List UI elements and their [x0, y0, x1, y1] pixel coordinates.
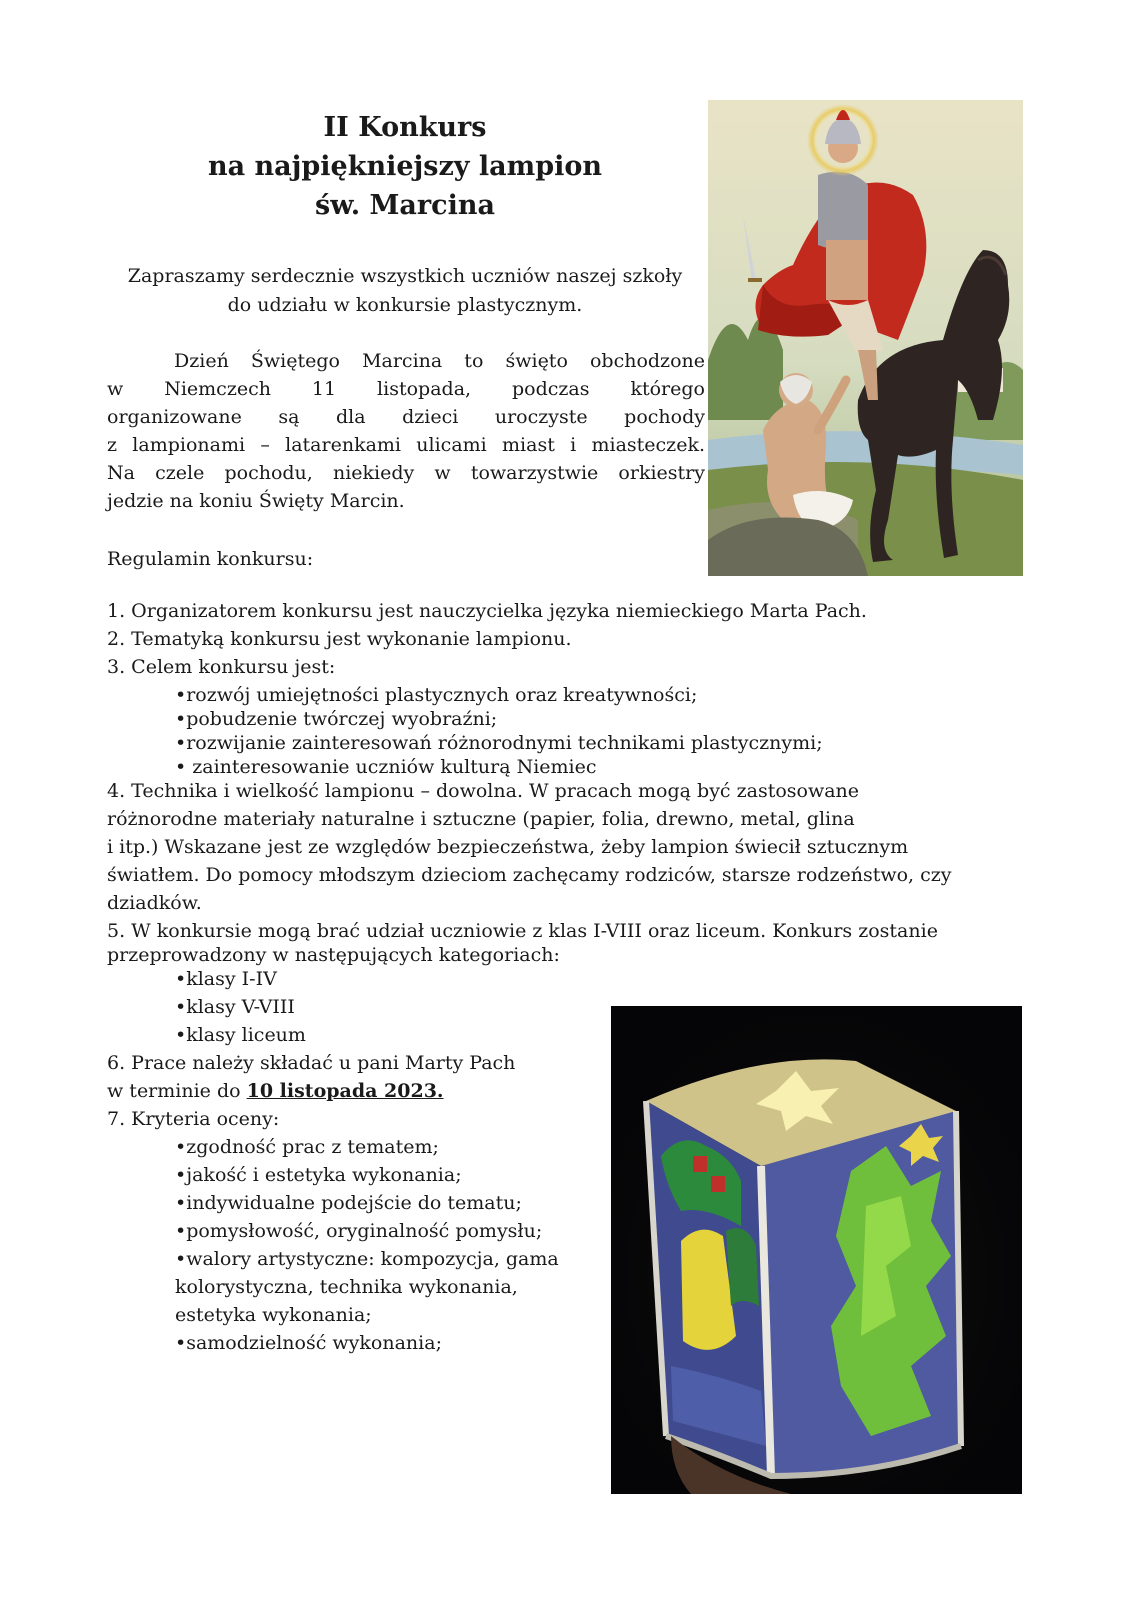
title-line-1: II Konkurs: [323, 112, 487, 143]
intro-line: organizowane są dla dzieci uroczyste pochody: [107, 406, 705, 428]
rule-7-item: •jakość i estetyka wykonania;: [175, 1164, 462, 1186]
rule-7-item: •zgodność prac z tematem;: [175, 1136, 439, 1158]
rule-6-deadline-line: [107, 1077, 444, 1105]
saint-martin-image: [708, 100, 1023, 576]
invitation-line-1: Zapraszamy serdecznie wszystkich uczniów naszej szkoły: [127, 265, 683, 287]
rule-6-line: 6. Prace należy składać u pani Marty Pach: [107, 1052, 516, 1074]
rule-5-line: 5. W konkursie mogą brać udział uczniowie z klas I-VIII oraz liceum. Konkurs zostanie: [107, 920, 938, 942]
rule-7-item: •pomysłowość, oryginalność pomysłu;: [175, 1220, 543, 1242]
intro-line: w Niemczech 11 listopada, podczas którego: [107, 378, 705, 400]
rule-5-line: przeprowadzony w następujących kategoriach:: [107, 944, 560, 966]
rule-5-item: •klasy V-VIII: [175, 996, 295, 1018]
invitation: [100, 262, 710, 320]
saint-martin-painting-icon: [708, 100, 1023, 576]
rule-6-prefix: w terminie do: [107, 1080, 247, 1102]
lantern-photo-icon: [611, 1006, 1022, 1494]
lantern-image: [611, 1006, 1022, 1494]
rule-4-line: dziadków.: [107, 892, 202, 914]
rule-7-item: •walory artystyczne: kompozycja, gama: [175, 1248, 559, 1270]
rule-7-item: •indywidualne podejście do tematu;: [175, 1192, 522, 1214]
intro-paragraph: [107, 347, 705, 515]
rule-3-item: •rozwijanie zainteresowań różnorodnymi technikami plastycznymi;: [175, 732, 823, 754]
rule-7-item: •samodzielność wykonania;: [175, 1332, 442, 1354]
rule-4-line: światłem. Do pomocy młodszym dzieciom zachęcamy rodziców, starsze rodzeństwo, czy: [107, 864, 952, 886]
rule-5-item: •klasy liceum: [175, 1024, 306, 1046]
rule-7-item: estetyka wykonania;: [175, 1304, 372, 1326]
deadline-date: 10 listopada 2023.: [246, 1080, 444, 1102]
invitation-line-2: do udziału w konkursie plastycznym.: [227, 294, 583, 316]
intro-line: Dzień Świętego Marcina to święto obchodzone: [174, 350, 705, 372]
rule-7-item: kolorystyczna, technika wykonania,: [175, 1276, 518, 1298]
rule-3-item: • zainteresowanie uczniów kulturą Niemiec: [175, 756, 597, 778]
rule-3-item: •pobudzenie twórczej wyobraźni;: [175, 708, 498, 730]
intro-line: z lampionami – latarenkami ulicami miast i miasteczek.: [107, 434, 705, 456]
rule-7: 7. Kryteria oceny:: [107, 1108, 280, 1130]
rule-4-line: różnorodne materiały naturalne i sztuczne (papier, folia, drewno, metal, glina: [107, 808, 855, 830]
intro-line: Na czele pochodu, niekiedy w towarzystwie orkiestry: [107, 462, 705, 484]
rule-3: 3. Celem konkursu jest:: [107, 656, 336, 678]
rule-4-line: i itp.) Wskazane jest ze względów bezpieczeństwa, żeby lampion świecił sztucznym: [107, 836, 909, 858]
rule-4-line: 4. Technika i wielkość lampionu – dowolna. W pracach mogą być zastosowane: [107, 780, 860, 802]
rule-2: 2. Tematyką konkursu jest wykonanie lampionu.: [107, 628, 572, 650]
rule-5-item: •klasy I-IV: [175, 968, 277, 990]
rules-heading: Regulamin konkursu:: [107, 548, 314, 570]
title-line-3: św. Marcina: [315, 190, 495, 221]
intro-line: jedzie na koniu Święty Marcin.: [107, 490, 405, 512]
rule-3-item: •rozwój umiejętności plastycznych oraz kreatywności;: [175, 684, 698, 706]
rule-1: 1. Organizatorem konkursu jest nauczycielka języka niemieckiego Marta Pach.: [107, 600, 867, 622]
title-line-2: na najpiękniejszy lampion: [208, 151, 602, 182]
page-title: [150, 108, 660, 225]
